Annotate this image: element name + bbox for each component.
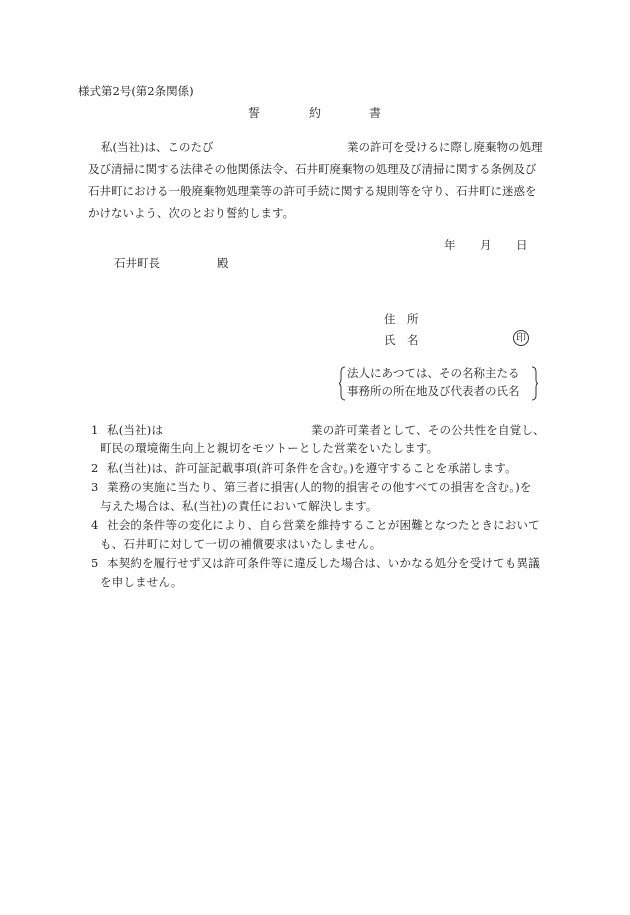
item-number: 4	[91, 518, 99, 532]
item-line-2: 与えた場合は、私(当社)の責任において解決します。	[100, 499, 378, 513]
note-line-1: 法人にあつては、その名称主たる	[347, 366, 520, 380]
item-line-2: を申しません。	[100, 575, 183, 589]
item-number: 2	[91, 461, 99, 475]
date-day: 日	[516, 238, 528, 252]
form-number: 様式第2号(第2条関係)	[78, 84, 194, 98]
item-number: 3	[91, 480, 99, 494]
item-line-2: 町民の環境衛生向上と親切をモツトーとした営業をいたします。	[100, 441, 439, 455]
addressee-honorific: 殿	[217, 256, 229, 270]
intro-line-1b: 業の許可を受けるに際し廃棄物の処理	[347, 140, 543, 154]
item-number: 1	[91, 423, 99, 437]
item-number: 5	[91, 556, 99, 570]
title-char-2: 約	[309, 106, 322, 120]
item-line-1: 業務の実施に当たり、第三者に損害(人的物的損害その他すべての損害を含む。)を	[107, 480, 532, 494]
seal-mark: 印	[513, 330, 529, 346]
intro-line-4: かけないよう、次のとおり誓約します。	[88, 206, 295, 220]
note-line-2: 事務所の所在地及び代表者の氏名	[347, 384, 520, 398]
address-label: 住 所	[384, 312, 419, 326]
addressee-name: 石井町長	[114, 256, 160, 270]
intro-line-2: 及び清掃に関する法律その他関係法令、石井町廃棄物の処理及び清掃に関する条例及び	[88, 162, 537, 176]
item-line-1: 社会的条件等の変化により、自ら営業を維持することが困難となつたときにおいて	[107, 518, 540, 532]
item-line-2: も、石井町に対して一切の補償要求はいたしません。	[100, 537, 382, 551]
item-line-1a: 私(当社)は	[107, 423, 164, 437]
name-label: 氏 名	[384, 333, 419, 347]
item-line-1b: 業の許可業者として、その公共性を自覚し、	[311, 423, 545, 437]
date-year: 年	[444, 238, 456, 252]
item-line-1: 私(当社)は、許可証記載事項(許可条件を含む。)を遵守することを承諾します。	[107, 461, 517, 475]
intro-line-1a: 私(当社)は、このたび	[101, 140, 214, 154]
item-line-1: 本契約を履行せず又は許可条件等に違反した場合は、いかなる処分を受けても異議	[107, 556, 540, 570]
date-month: 月	[480, 238, 492, 252]
intro-line-3: 石井町における一般廃棄物処理業等の許可手続に関する規則等を守り、石井町に迷惑を	[88, 184, 537, 198]
title-char-1: 誓	[248, 106, 261, 120]
title-char-3: 書	[369, 106, 382, 120]
note-bracket	[339, 366, 538, 401]
